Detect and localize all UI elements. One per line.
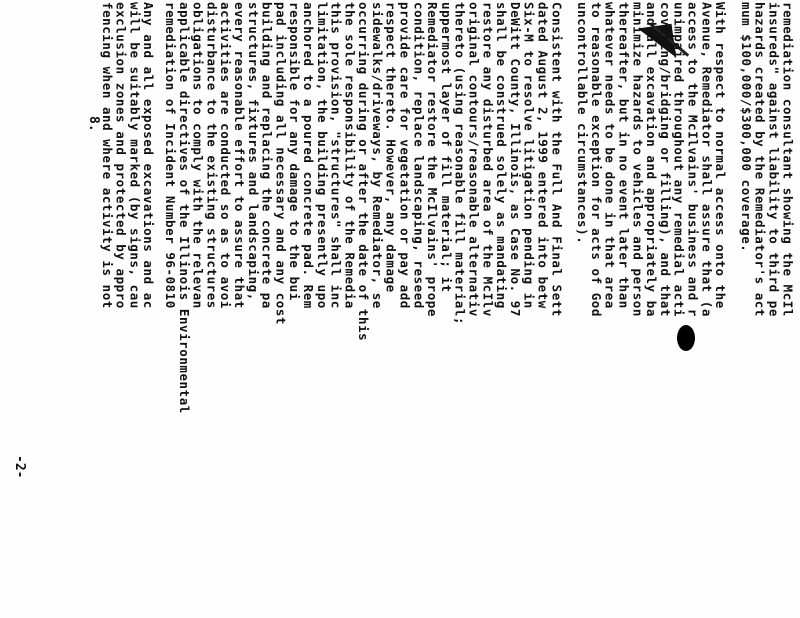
text-line: will be suitably marked (by signs, cau bbox=[127, 2, 143, 309]
text-line: dated August 2, 1999 entered into betw bbox=[535, 2, 551, 309]
text-line: condition, replace landscaping, reseed bbox=[411, 2, 427, 309]
text-line: thereto (using reasonable fill material; bbox=[452, 2, 468, 326]
text-line: whatever needs to be done in that area bbox=[602, 2, 618, 309]
text-line: original contours/reasonable alternativ bbox=[466, 2, 482, 317]
text-line: the sole responsibility of the Remedia bbox=[342, 2, 358, 309]
text-line: pad including all necessary and any cost bbox=[273, 2, 289, 326]
text-line: minimize hazards to vehicles and person bbox=[630, 2, 646, 317]
text-line: obligations to comply with the relevan bbox=[190, 2, 206, 309]
text-line: Remediator restore the McIlvains' prope bbox=[425, 2, 441, 317]
text-line: hazards created by the Remediator's act bbox=[752, 2, 768, 317]
text-line: With respect to normal access onto the bbox=[713, 2, 729, 309]
text-line: unimpaired throughout any remedial acti bbox=[671, 2, 687, 317]
text-line: Any and all exposed excavations and ac bbox=[141, 2, 157, 309]
text-line: remediation consultant showing the McIl bbox=[780, 2, 796, 317]
paragraph-normal-access bbox=[575, 0, 727, 618]
paragraph-excavations bbox=[100, 0, 155, 618]
text-line: limitation, the building presently upo bbox=[314, 2, 330, 309]
text-line: building and replacing the concrete pa bbox=[259, 2, 275, 309]
rotated-text-body bbox=[100, 0, 794, 618]
text-line: restore any disturbed area of the McIlv bbox=[480, 2, 496, 317]
text-line: exclusion zones and protected by appro bbox=[113, 2, 129, 309]
text-line: Six-M to resolve litigation pending in bbox=[521, 2, 537, 309]
text-line: DeWitt County, Illinois, as Case No. 97 bbox=[507, 2, 523, 317]
section-number: 8. bbox=[86, 116, 101, 132]
text-line: respect thereto. However, any damage bbox=[383, 2, 399, 293]
text-line: applicable directives of the Illinois Environmental bbox=[176, 2, 192, 414]
text-line: structures, fixtures and landscaping, bbox=[245, 2, 261, 301]
text-line: every reasonable effort to assure that bbox=[231, 2, 247, 309]
text-line: to reasonable exception for acts of God bbox=[588, 2, 604, 317]
text-line: mum $100,000/$300,000 coverage. bbox=[738, 2, 754, 253]
text-line: and all excavation and appropriately ba bbox=[644, 2, 660, 317]
text-line: uncontrollable circumstances). bbox=[575, 2, 591, 245]
paragraph-settlement-consistency bbox=[163, 0, 563, 618]
text-line: thereafter, but in no event later than bbox=[616, 2, 632, 309]
text-line: Consistent with the Full And Final Sett bbox=[549, 2, 565, 317]
page-number: -2- bbox=[12, 455, 27, 479]
text-line: remediation of Incident Number 96-0810 bbox=[162, 2, 178, 309]
text-line: insureds" against liability to third pe bbox=[766, 2, 782, 317]
text-line: provide care for vegetation or pay add bbox=[397, 2, 413, 309]
text-line: responsible for any damage to the bui bbox=[287, 2, 303, 301]
text-line: shall be construed solely as mandating bbox=[494, 2, 510, 309]
paragraph-remediation-insurance bbox=[739, 0, 794, 618]
text-line: Avenue, Remediator shall assure that (a bbox=[699, 2, 715, 317]
text-line: access to the McIlvains' business and r bbox=[685, 2, 701, 317]
text-line: occurring during or after the date of this bbox=[356, 2, 372, 342]
text-line: anchored to a poured concrete pad. Rem bbox=[300, 2, 316, 309]
text-line: uppermost layer of fill material; it bbox=[438, 2, 454, 293]
text-line: covering/bridging or filling), and that bbox=[657, 2, 673, 317]
text-line: disturbance to the existing structures bbox=[204, 2, 220, 309]
text-line: fencing when and where activity is not bbox=[99, 2, 115, 309]
text-line: sidewalks/driveways, by Remediator, se bbox=[369, 2, 385, 309]
text-line: activities are conducted so as to avoi bbox=[218, 2, 234, 309]
text-line: this provision, "structures" shall inc bbox=[328, 2, 344, 309]
